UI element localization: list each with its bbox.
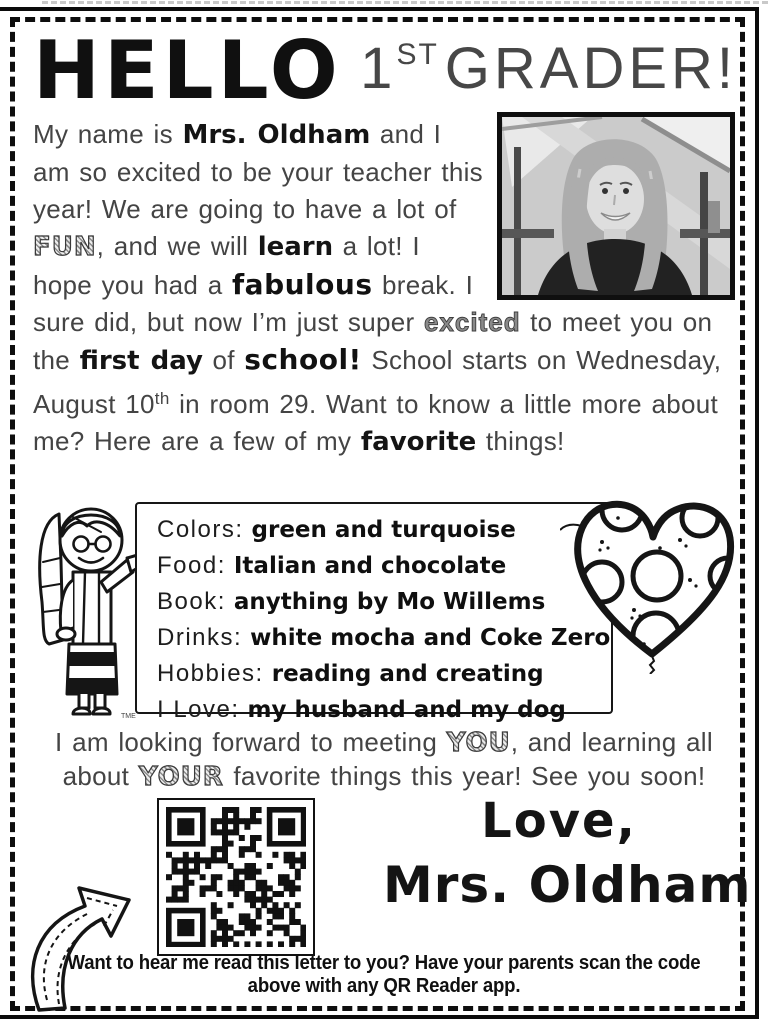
favorite-word: favorite xyxy=(360,427,477,457)
excited-word: excited xyxy=(423,307,521,337)
ordinal-suffix: th xyxy=(154,389,170,408)
your-word: YOUR xyxy=(138,762,224,792)
grade-ordinal: ST xyxy=(396,38,439,71)
scan-artifact-line xyxy=(42,1,768,4)
fabulous-word: fabulous xyxy=(232,268,373,301)
illustration-credit: TME xyxy=(121,713,136,720)
teacher-name: Mrs. Oldham xyxy=(182,120,371,150)
school-word: school! xyxy=(244,343,362,376)
favorite-item: Colors: green and turquoise xyxy=(157,516,516,543)
favorite-item: Drinks: white mocha and Coke Zero xyxy=(157,624,611,651)
you-word: YOU xyxy=(446,728,511,758)
qr-code-svg xyxy=(166,807,306,947)
pointing-girl-illustration xyxy=(29,492,145,720)
first-day-words: first day xyxy=(79,346,203,376)
signature-block xyxy=(383,793,752,914)
letter-header xyxy=(33,24,738,117)
teacher-photo xyxy=(497,112,735,300)
signature-name: Mrs. Oldham xyxy=(383,856,752,914)
grade-word: GRADER! xyxy=(444,36,738,101)
signature-love: Love, xyxy=(481,793,637,849)
hello-title: HELLO HELLO xyxy=(33,28,342,114)
favorites-section xyxy=(33,490,735,724)
polka-dot-heart-illustration xyxy=(560,484,745,674)
learn-word: learn xyxy=(257,232,334,262)
footer-line-2: above with any QR Reader app. xyxy=(247,975,521,997)
intro-paragraph: My name is Mrs. Oldham and I am so excited to be your teacher this year! We are going to have a lot of FUN, and we will learn a lot! I hope you had a fabulous break. I sure did, but now I’m just super excited to meet you on the first day of school! School starts on Wednesday, August 10th in room 29. Want to know a little more about me? Here are a few of my favorite things! xyxy=(33,116,735,461)
footer-caption xyxy=(58,952,711,998)
fun-word: FUN xyxy=(33,232,97,262)
bottom-section xyxy=(33,793,752,1004)
grade-title xyxy=(360,36,738,101)
favorite-item: Hobbies: reading and creating xyxy=(157,660,544,687)
grade-number: 1 xyxy=(360,36,397,101)
teacher-photo-illustration xyxy=(502,117,730,295)
closing-paragraph: I am looking forward to meeting YOU, and learning all about YOUR favorite things this year! See you soon! xyxy=(55,727,713,792)
favorites-box xyxy=(135,502,613,723)
letter-content xyxy=(33,24,752,1004)
favorite-item: Book: anything by Mo Willems xyxy=(157,588,546,615)
footer-line-1: Want to hear me read this letter to you? Have your parents scan the code xyxy=(67,952,701,974)
favorite-item: Food: Italian and chocolate xyxy=(157,552,507,579)
intro-text: My name is xyxy=(33,119,183,149)
favorite-item: I Love: my husband and my dog xyxy=(157,696,566,723)
